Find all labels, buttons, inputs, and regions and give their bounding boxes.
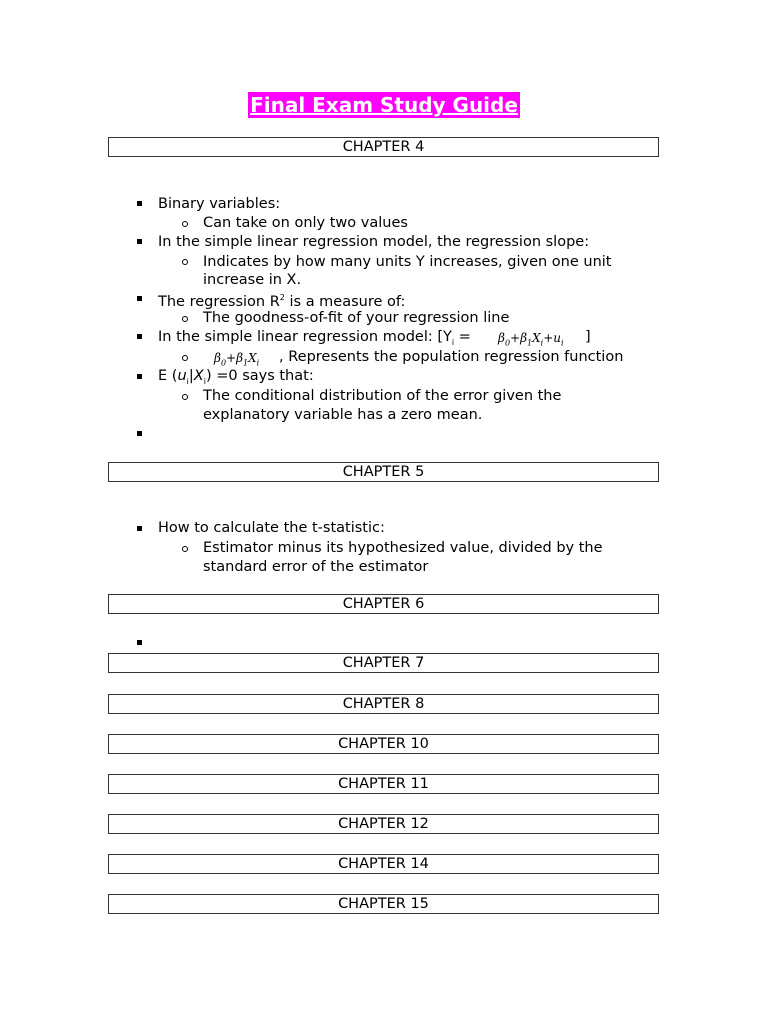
bullet-circle — [182, 546, 188, 552]
ch4-bullet-5-sub-line2: explanatory variable has a zero mean. — [203, 407, 483, 423]
chapter-8-heading: CHAPTER 8 — [108, 694, 659, 714]
regression-equation: $\beta_0+\beta_1X_i+u_i$ — [498, 331, 564, 348]
bullet-circle — [182, 316, 188, 322]
ch5-bullet-1-sub-line1: Estimator minus its hypothesized value, divided by the — [203, 540, 603, 556]
chapter-12-heading: CHAPTER 12 — [108, 814, 659, 834]
bullet-square — [137, 201, 142, 206]
bullet-square — [137, 431, 142, 436]
chapter-14-heading: CHAPTER 14 — [108, 854, 659, 874]
chapter-7-heading: CHAPTER 7 — [108, 653, 659, 673]
bullet-circle — [182, 394, 188, 400]
bullet-square — [137, 640, 142, 645]
chapter-10-heading: CHAPTER 10 — [108, 734, 659, 754]
chapter-6-heading: CHAPTER 6 — [108, 594, 659, 614]
chapter-15-heading: CHAPTER 15 — [108, 894, 659, 914]
ch4-bullet-2: In the simple linear regression model, the regression slope: — [158, 234, 590, 250]
bullet-square — [137, 296, 142, 301]
ch5-bullet-1-sub-line2: standard error of the estimator — [203, 559, 429, 575]
ch4-bullet-4: In the simple linear regression model: [$Y_i$ = — [158, 329, 471, 347]
ch4-bullet-2-sub-line2: increase in X. — [203, 272, 302, 288]
bullet-square — [137, 374, 142, 379]
ch4-bullet-4-end: ] — [585, 329, 591, 345]
bullet-square — [137, 334, 142, 339]
chapter-5-heading: CHAPTER 5 — [108, 462, 659, 482]
ch4-bullet-3-sub: The goodness-of-fit of your regression line — [203, 310, 510, 326]
ch4-bullet-1-sub: Can take on only two values — [203, 215, 408, 231]
page-title: Final Exam Study Guide — [250, 93, 518, 117]
ch4-bullet-5: E $(u_i|X_i) =0$ says that: — [158, 368, 314, 386]
ch4-bullet-5-sub-line1: The conditional distribution of the error given the — [203, 388, 562, 404]
population-regression-function: $\beta_0+\beta_1X_i$ — [214, 351, 260, 368]
bullet-square — [137, 526, 142, 531]
bullet-circle — [182, 259, 188, 265]
ch4-bullet-3: The regression $R^2$ is a measure of: — [158, 293, 406, 310]
ch4-bullet-1: Binary variables: — [158, 196, 281, 212]
chapter-4-heading: CHAPTER 4 — [108, 137, 659, 157]
bullet-circle — [182, 221, 188, 227]
chapter-11-heading: CHAPTER 11 — [108, 774, 659, 794]
ch5-bullet-1: How to calculate the t-statistic: — [158, 520, 385, 536]
ch4-bullet-4-sub: , Represents the population regression function — [279, 349, 624, 365]
ch4-bullet-2-sub-line1: Indicates by how many units Y increases, given one unit — [203, 254, 612, 270]
bullet-square — [137, 239, 142, 244]
bullet-circle — [182, 355, 188, 361]
